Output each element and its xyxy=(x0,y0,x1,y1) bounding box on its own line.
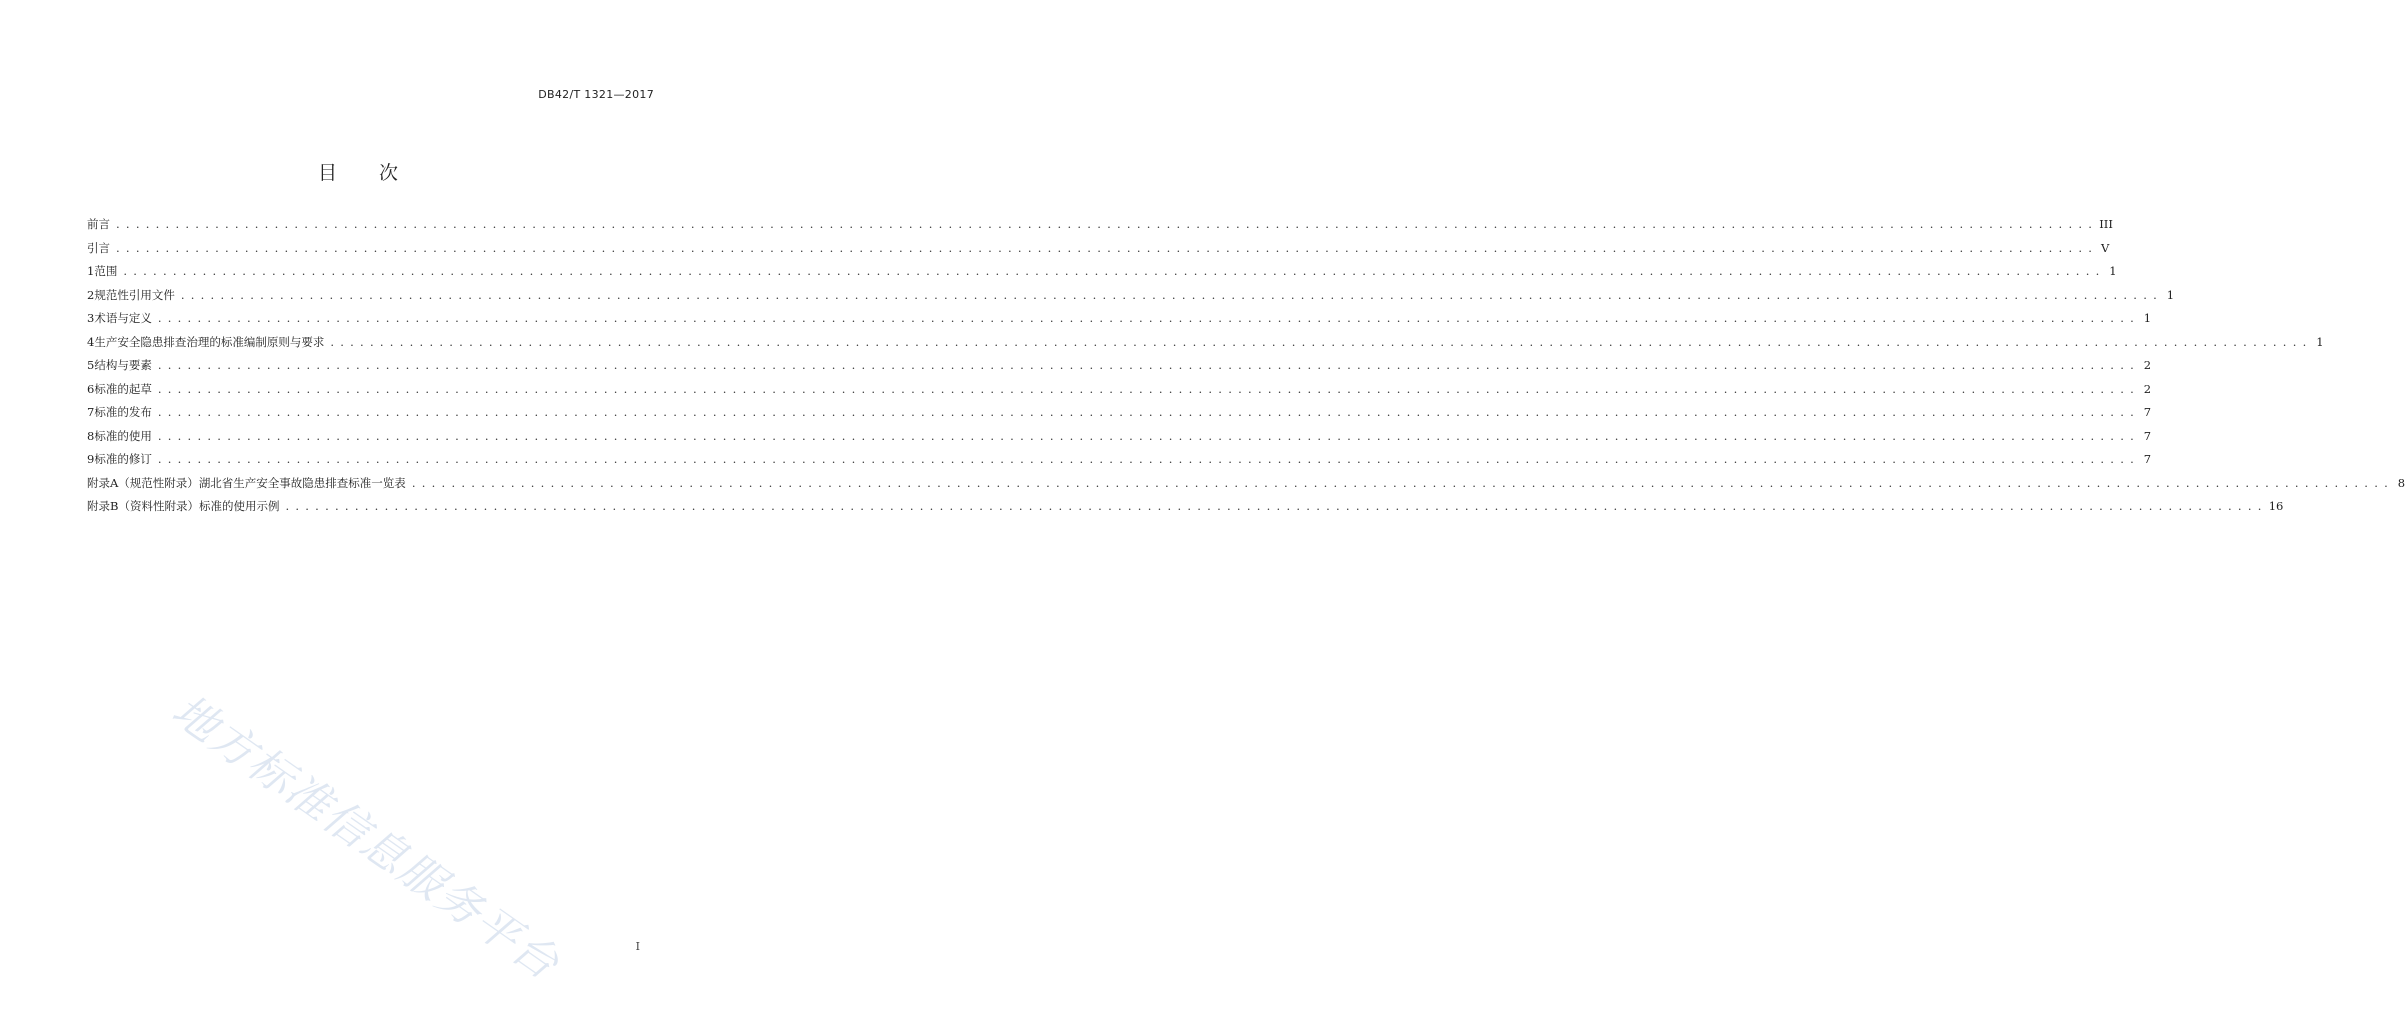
toc-entry-page: 16 xyxy=(2268,499,2284,513)
watermark: 地方标准信息服务平台 xyxy=(162,684,569,991)
toc-entry-page: 7 xyxy=(2143,452,2152,466)
toc-entry-page: 8 xyxy=(2397,475,2405,490)
toc-entry-label: 范围 xyxy=(94,264,118,278)
toc-entry-number: 6 xyxy=(87,381,95,396)
toc-title: 目 次 xyxy=(317,162,417,184)
toc-entry-subtitle: 湖北省生产安全事故隐患排查标准一览表 xyxy=(198,475,406,490)
toc-leader-dots: . . . . . . . . . . . . . . . . . . . . . . . . . . . . . . . . . . . . . . . . . . . . . . . . . . . . . . . . . . . . . . . . . . . . . . . . . . . . . . . . . . . . . . . . . . . . . . . . . . . . . . . . . . . . . . . . . . . . . . . . . . . . . . . . . . . . . . . . . . . . . . . . . . . . . . . . . . . . . . . . . . . . . . . . . . . . . . . . . . . . . . . . . . . . . . . . . . . . . . . . xyxy=(123,264,2101,278)
toc-entry-label: 标准的使用 xyxy=(94,428,152,443)
toc-entry-page: 1 xyxy=(2316,334,2324,349)
toc-leader-dots: . . . . . . . . . . . . . . . . . . . . . . . . . . . . . . . . . . . . . . . . . . . . . . . . . . . . . . . . . . . . . . . . . . . . . . . . . . . . . . . . . . . . . . . . . . . . . . . . . . . . . . . . . . . . . . . . . . . . . . . . . . . . . . . . . . . . . . . . . . . . . . . . . . . . . . . . . . . . . . . . . . . . . . . . . . . . . . . . . . . . . . . . . . . . . . . . . . . . . . . . xyxy=(411,475,2390,490)
toc-entry-number: 2 xyxy=(87,287,95,302)
toc-entry[interactable] xyxy=(87,287,2175,311)
toc-entry-subtitle: 标准的使用示例 xyxy=(198,499,280,513)
toc-entry-label: 标准的发布 xyxy=(94,405,152,419)
toc-entry[interactable] xyxy=(87,428,2152,452)
toc-leader-dots: . . . . . . . . . . . . . . . . . . . . . . . . . . . . . . . . . . . . . . . . . . . . . . . . . . . . . . . . . . . . . . . . . . . . . . . . . . . . . . . . . . . . . . . . . . . . . . . . . . . . . . . . . . . . . . . . . . . . . . . . . . . . . . . . . . . . . . . . . . . . . . . . . . . . . . . . . . . . . . . . . . . . . . . . . . . . . . . . . . . . . . . . . . . . . . . . . . . . . . . . xyxy=(330,334,2308,349)
toc-entry-label: 术语与定义 xyxy=(94,311,152,325)
toc-entry[interactable] xyxy=(87,334,2324,358)
toc-entry[interactable] xyxy=(87,310,2152,334)
toc-entry-number: 4 xyxy=(87,334,95,349)
toc-leader-dots: . . . . . . . . . . . . . . . . . . . . . . . . . . . . . . . . . . . . . . . . . . . . . . . . . . . . . . . . . . . . . . . . . . . . . . . . . . . . . . . . . . . . . . . . . . . . . . . . . . . . . . . . . . . . . . . . . . . . . . . . . . . . . . . . . . . . . . . . . . . . . . . . . . . . . . . . . . . . . . . . . . . . . . . . . . . . . . . . . . . . . . . . . . . . . . . . . . . . . . . . xyxy=(157,405,2136,419)
toc-entry-page: V xyxy=(2100,240,2110,255)
toc-entry-page: 7 xyxy=(2143,428,2152,443)
toc-leader-dots: . . . . . . . . . . . . . . . . . . . . . . . . . . . . . . . . . . . . . . . . . . . . . . . . . . . . . . . . . . . . . . . . . . . . . . . . . . . . . . . . . . . . . . . . . . . . . . . . . . . . . . . . . . . . . . . . . . . . . . . . . . . . . . . . . . . . . . . . . . . . . . . . . . . . . . . . . . . . . . . . . . . . . . . . . . . . . . . . . . . . . . . . . . . . . . . . . . . . . . . . xyxy=(157,428,2136,443)
toc-entry-label: 标准的修订 xyxy=(94,452,152,466)
toc-leader-dots: . . . . . . . . . . . . . . . . . . . . . . . . . . . . . . . . . . . . . . . . . . . . . . . . . . . . . . . . . . . . . . . . . . . . . . . . . . . . . . . . . . . . . . . . . . . . . . . . . . . . . . . . . . . . . . . . . . . . . . . . . . . . . . . . . . . . . . . . . . . . . . . . . . . . . . . . . . . . . . . . . . . . . . . . . . . . . . . . . . . . . . . . . . . . . . . . . . . . . . . . xyxy=(116,217,2094,231)
toc-entry-page: 2 xyxy=(2143,358,2152,372)
toc-entry[interactable] xyxy=(87,216,2113,240)
toc-entry[interactable] xyxy=(87,240,2110,264)
toc-entry-label: 标准的起草 xyxy=(94,381,152,396)
toc-entry-label: 附录A（规范性附录） xyxy=(87,475,199,490)
toc-entry-page: 7 xyxy=(2143,405,2152,419)
toc-entry[interactable] xyxy=(87,381,2152,405)
toc-leader-dots: . . . . . . . . . . . . . . . . . . . . . . . . . . . . . . . . . . . . . . . . . . . . . . . . . . . . . . . . . . . . . . . . . . . . . . . . . . . . . . . . . . . . . . . . . . . . . . . . . . . . . . . . . . . . . . . . . . . . . . . . . . . . . . . . . . . . . . . . . . . . . . . . . . . . . . . . . . . . . . . . . . . . . . . . . . . . . . . . . . . . . . . . . . . . . . . . . . . . . . . . xyxy=(157,381,2136,396)
table-of-contents xyxy=(87,216,2405,522)
toc-entry-label: 附录B（资料性附录） xyxy=(87,499,199,513)
toc-entry[interactable] xyxy=(87,451,2152,475)
toc-leader-dots: . . . . . . . . . . . . . . . . . . . . . . . . . . . . . . . . . . . . . . . . . . . . . . . . . . . . . . . . . . . . . . . . . . . . . . . . . . . . . . . . . . . . . . . . . . . . . . . . . . . . . . . . . . . . . . . . . . . . . . . . . . . . . . . . . . . . . . . . . . . . . . . . . . . . . . . . . . . . . . . . . . . . . . . . . . . . . . . . . . . . . . . . . . . . . . . . . . . . . . . . xyxy=(180,287,2159,302)
toc-entry-label: 引言 xyxy=(87,240,110,255)
toc-entry-page: 2 xyxy=(2143,381,2152,396)
toc-entry-page: 1 xyxy=(2109,264,2117,278)
toc-entry-number: 9 xyxy=(87,452,95,466)
toc-entry-number: 7 xyxy=(87,405,95,419)
toc-entry[interactable] xyxy=(87,263,2117,287)
toc-entry-page: 1 xyxy=(2143,311,2152,325)
toc-entry[interactable] xyxy=(87,357,2152,381)
toc-leader-dots: . . . . . . . . . . . . . . . . . . . . . . . . . . . . . . . . . . . . . . . . . . . . . . . . . . . . . . . . . . . . . . . . . . . . . . . . . . . . . . . . . . . . . . . . . . . . . . . . . . . . . . . . . . . . . . . . . . . . . . . . . . . . . . . . . . . . . . . . . . . . . . . . . . . . . . . . . . . . . . . . . . . . . . . . . . . . . . . . . . . . . . . . . . . . . . . . . . . . . . . . xyxy=(157,358,2136,372)
toc-entry-page: 1 xyxy=(2166,287,2175,302)
toc-entry-label: 规范性引用文件 xyxy=(94,287,175,302)
toc-entry-label: 生产安全隐患排查治理的标准编制原则与要求 xyxy=(94,334,325,349)
toc-leader-dots: . . . . . . . . . . . . . . . . . . . . . . . . . . . . . . . . . . . . . . . . . . . . . . . . . . . . . . . . . . . . . . . . . . . . . . . . . . . . . . . . . . . . . . . . . . . . . . . . . . . . . . . . . . . . . . . . . . . . . . . . . . . . . . . . . . . . . . . . . . . . . . . . . . . . . . . . . . . . . . . . . . . . . . . . . . . . . . . . . . . . . . . . . . . . . . . . . . . . . . . . xyxy=(285,499,2263,513)
toc-leader-dots: . . . . . . . . . . . . . . . . . . . . . . . . . . . . . . . . . . . . . . . . . . . . . . . . . . . . . . . . . . . . . . . . . . . . . . . . . . . . . . . . . . . . . . . . . . . . . . . . . . . . . . . . . . . . . . . . . . . . . . . . . . . . . . . . . . . . . . . . . . . . . . . . . . . . . . . . . . . . . . . . . . . . . . . . . . . . . . . . . . . . . . . . . . . . . . . . . . . . . . . . xyxy=(116,240,2094,255)
toc-entry-page: III xyxy=(2099,217,2113,231)
toc-entry-number: 3 xyxy=(87,311,95,325)
toc-leader-dots: . . . . . . . . . . . . . . . . . . . . . . . . . . . . . . . . . . . . . . . . . . . . . . . . . . . . . . . . . . . . . . . . . . . . . . . . . . . . . . . . . . . . . . . . . . . . . . . . . . . . . . . . . . . . . . . . . . . . . . . . . . . . . . . . . . . . . . . . . . . . . . . . . . . . . . . . . . . . . . . . . . . . . . . . . . . . . . . . . . . . . . . . . . . . . . . . . . . . . . . . xyxy=(157,311,2136,325)
document-code: DB42/T 1321—2017 xyxy=(538,88,654,101)
toc-entry-number: 1 xyxy=(87,264,95,278)
toc-entry[interactable] xyxy=(87,404,2152,428)
toc-entry-number: 8 xyxy=(87,428,95,443)
toc-entry-label: 结构与要素 xyxy=(94,358,152,372)
toc-entry[interactable] xyxy=(87,475,2405,499)
toc-leader-dots: . . . . . . . . . . . . . . . . . . . . . . . . . . . . . . . . . . . . . . . . . . . . . . . . . . . . . . . . . . . . . . . . . . . . . . . . . . . . . . . . . . . . . . . . . . . . . . . . . . . . . . . . . . . . . . . . . . . . . . . . . . . . . . . . . . . . . . . . . . . . . . . . . . . . . . . . . . . . . . . . . . . . . . . . . . . . . . . . . . . . . . . . . . . . . . . . . . . . . . . . xyxy=(157,452,2136,466)
page-number: I xyxy=(635,940,640,953)
toc-entry-number: 5 xyxy=(87,358,95,372)
toc-entry[interactable] xyxy=(87,498,2284,522)
toc-entry-label: 前言 xyxy=(87,217,110,231)
